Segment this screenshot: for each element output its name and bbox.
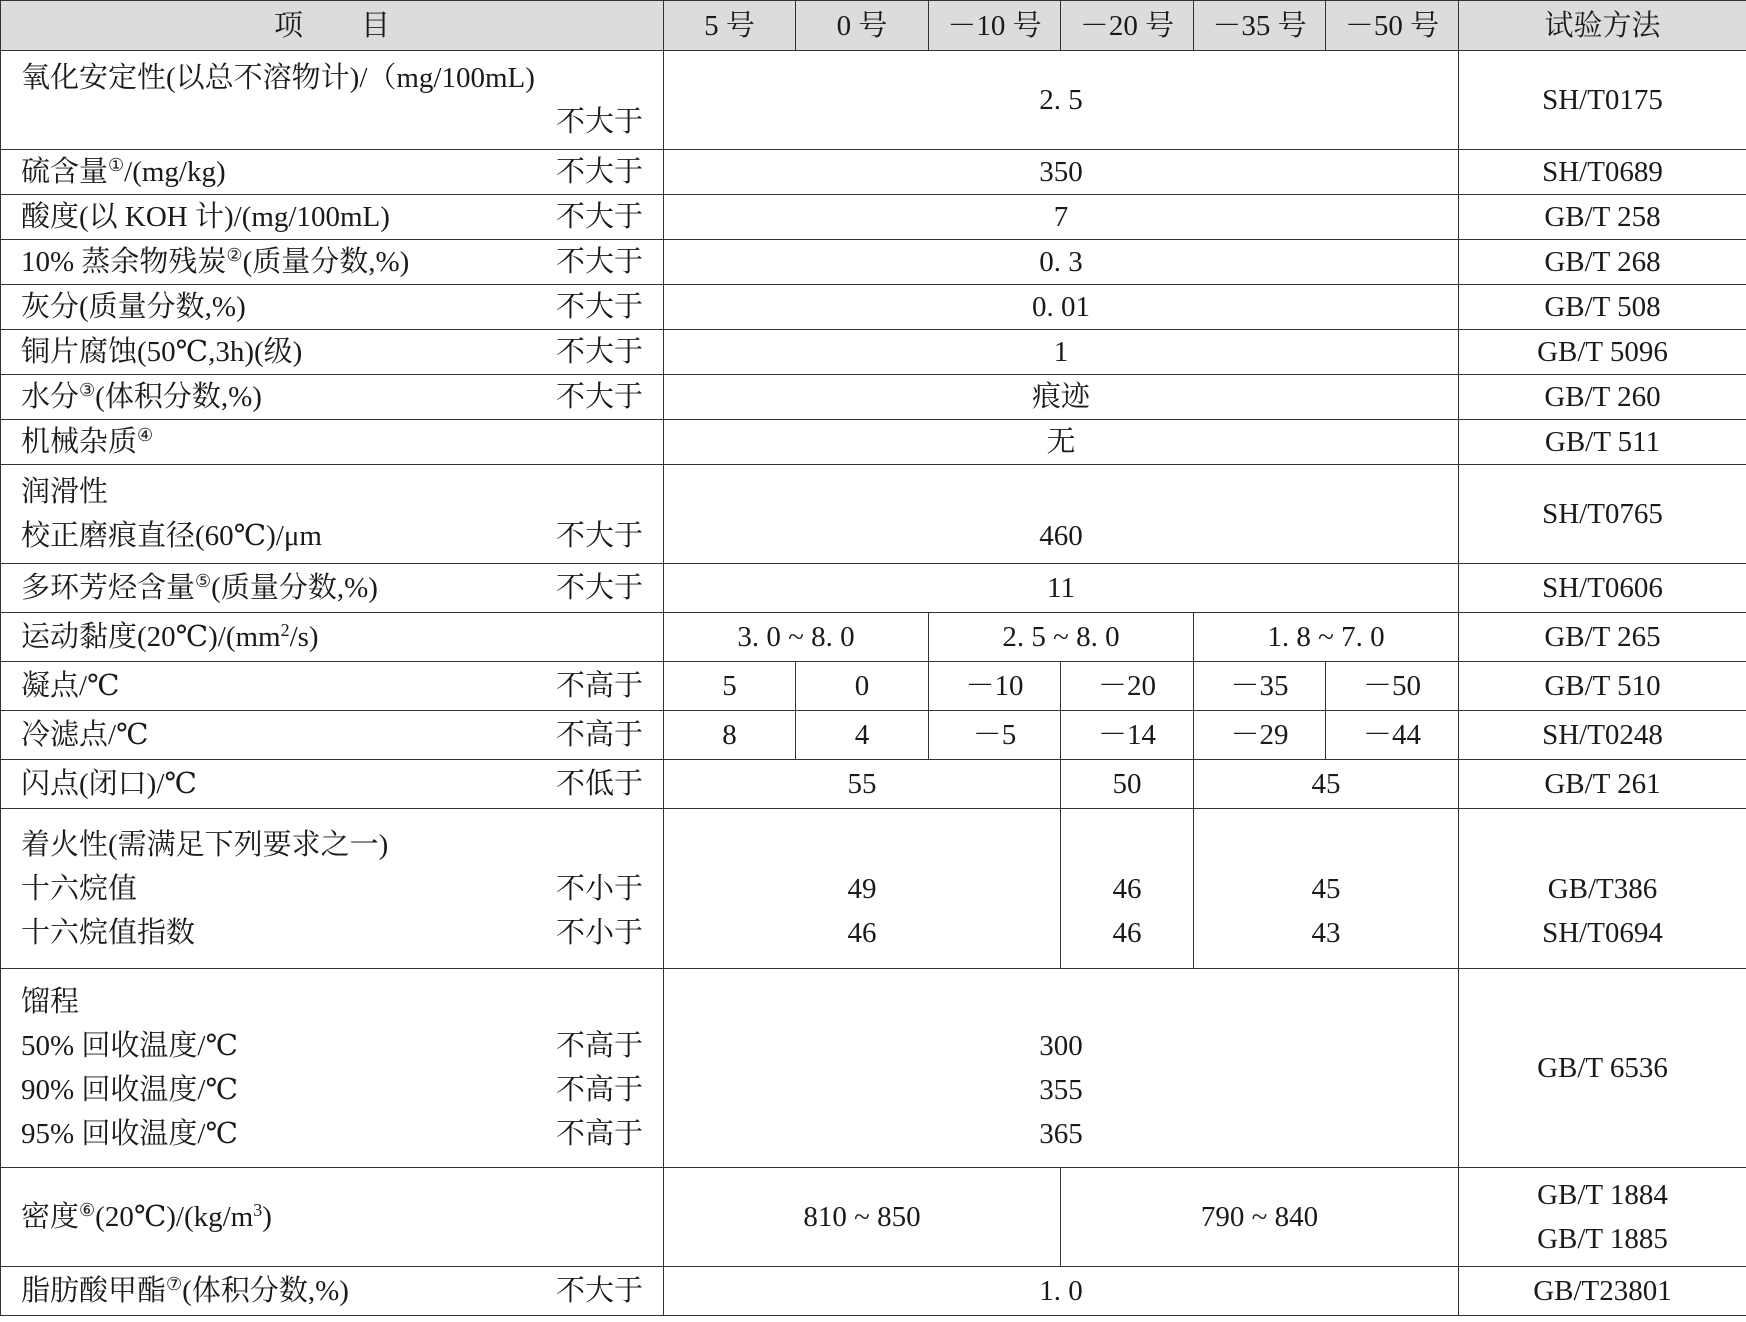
row-value: 11 — [664, 564, 1459, 613]
row-limit: 不高于 — [555, 670, 643, 702]
row-value: 1. 8 ~ 7. 0 — [1194, 613, 1459, 662]
row-method: SH/T0606 — [1459, 564, 1746, 613]
row-unit-tail: ) — [262, 1201, 272, 1233]
row-value: 0. 01 — [664, 285, 1459, 330]
row-method: GB/T 260 — [1459, 375, 1746, 420]
row-limit: 不高于 — [555, 1118, 643, 1150]
superscript: 2 — [280, 620, 290, 640]
row-method: GB/T 510 — [1459, 662, 1746, 711]
row-value: －29 — [1194, 711, 1326, 760]
row-method: SH/T0765 — [1459, 465, 1746, 564]
row-label: 灰分(质量分数,%) — [21, 291, 246, 323]
header-grade-5: 5 号 — [664, 1, 796, 51]
superscript: 3 — [253, 1200, 263, 1220]
table-row — [1, 711, 1746, 760]
row-limit: 不小于 — [555, 916, 643, 949]
footnote-mark: ⑤ — [195, 571, 212, 591]
header-grade-minus20: －20 号 — [1061, 1, 1194, 51]
row-value: －35 — [1194, 662, 1326, 711]
row-limit: 不大于 — [555, 156, 643, 188]
table-row — [1, 613, 1746, 662]
row-value: 45 — [1194, 760, 1459, 809]
header-item: 项 目 — [1, 1, 664, 51]
row-value: 1. 0 — [664, 1267, 1459, 1316]
row-label: 10% 蒸余物残炭 — [21, 246, 227, 278]
row-value: 55 — [664, 760, 1061, 809]
header-row — [1, 1, 1746, 51]
row-label: 凝点/℃ — [21, 670, 120, 702]
row-label: 水分 — [21, 381, 80, 413]
row-value: 50 — [1061, 760, 1194, 809]
table-row — [1, 1168, 1746, 1267]
header-grade-minus50: －50 号 — [1326, 1, 1459, 51]
row-value: －20 — [1061, 662, 1194, 711]
row-value: 460 — [1039, 520, 1083, 552]
row-value: －14 — [1061, 711, 1194, 760]
table-row — [1, 1267, 1746, 1316]
row-value: 46 — [847, 916, 877, 949]
table-row — [1, 150, 1746, 195]
table-row — [1, 760, 1746, 809]
row-method: GB/T23801 — [1459, 1267, 1746, 1316]
footnote-mark: ① — [108, 155, 125, 175]
footnote-mark: ⑦ — [166, 1274, 183, 1294]
row-label: 多环芳烃含量 — [21, 572, 196, 604]
header-grade-minus10: －10 号 — [929, 1, 1061, 51]
table-row — [1, 420, 1746, 465]
row-label: 铜片腐蚀(50℃,3h)(级) — [21, 336, 303, 368]
row-label: 冷滤点/℃ — [21, 719, 149, 751]
table-row — [1, 240, 1746, 285]
row-value: 790 ~ 840 — [1061, 1168, 1459, 1267]
row-sublabel: 50% 回收温度/℃ — [21, 1030, 238, 1062]
row-value: 300 — [1039, 1030, 1083, 1062]
row-unit: /s) — [289, 621, 319, 653]
row-unit: (20℃)/(kg/m — [95, 1201, 254, 1233]
row-limit: 不小于 — [555, 872, 643, 905]
row-value: －10 — [929, 662, 1061, 711]
row-value: 2. 5 ~ 8. 0 — [929, 613, 1194, 662]
row-sublabel: 90% 回收温度/℃ — [21, 1074, 238, 1106]
row-value: 4 — [796, 711, 929, 760]
row-limit: 不大于 — [555, 520, 643, 552]
row-value: 0. 3 — [664, 240, 1459, 285]
row-value: 0 — [796, 662, 929, 711]
row-label: 酸度(以 KOH 计)/(mg/100mL) — [21, 201, 390, 233]
row-method: GB/T 261 — [1459, 760, 1746, 809]
table-row — [1, 375, 1746, 420]
table-row — [1, 465, 1746, 564]
row-label: 馏程 — [21, 986, 80, 1018]
header-grade-0: 0 号 — [796, 1, 929, 51]
row-limit: 不低于 — [555, 768, 643, 800]
row-sublabel: 95% 回收温度/℃ — [21, 1118, 238, 1150]
row-method: GB/T 511 — [1459, 420, 1746, 465]
row-method: SH/T0248 — [1459, 711, 1746, 760]
row-label: 氧化安定性(以总不溶物计)/（mg/100mL) — [21, 62, 535, 94]
row-limit: 不高于 — [555, 1030, 643, 1062]
footnote-mark: ② — [226, 245, 243, 265]
row-value: 8 — [664, 711, 796, 760]
row-unit: (质量分数,%) — [211, 572, 378, 604]
row-sublabel: 十六烷值 — [21, 872, 138, 905]
row-value: 5 — [664, 662, 796, 711]
footnote-mark: ⑥ — [79, 1200, 96, 1220]
table-row — [1, 969, 1746, 1168]
header-test-method: 试验方法 — [1459, 1, 1746, 51]
row-value: 365 — [1039, 1118, 1083, 1150]
row-method: SH/T0689 — [1459, 150, 1746, 195]
row-label: 着火性(需满足下列要求之一) — [21, 828, 389, 861]
row-value: 43 — [1311, 916, 1341, 949]
row-unit: (体积分数,%) — [95, 381, 262, 413]
row-unit: (质量分数,%) — [242, 246, 410, 278]
row-limit: 不大于 — [555, 381, 643, 413]
row-value: －44 — [1326, 711, 1459, 760]
row-value: 45 — [1311, 872, 1341, 905]
row-method: SH/T0175 — [1459, 51, 1746, 150]
row-method: GB/T 268 — [1459, 240, 1746, 285]
row-method: GB/T 508 — [1459, 285, 1746, 330]
header-grade-minus35: －35 号 — [1194, 1, 1326, 51]
row-method: SH/T0694 — [1542, 916, 1663, 949]
row-limit: 不大于 — [555, 336, 643, 368]
row-sublabel: 校正磨痕直径(60℃)/μm — [21, 520, 322, 552]
row-value: 46 — [1112, 872, 1142, 905]
row-method: GB/T 258 — [1459, 195, 1746, 240]
row-limit: 不高于 — [555, 1074, 643, 1106]
row-method: GB/T 5096 — [1459, 330, 1746, 375]
row-value: 3. 0 ~ 8. 0 — [664, 613, 929, 662]
row-value: 痕迹 — [664, 375, 1459, 420]
row-value: 无 — [664, 420, 1459, 465]
row-limit: 不大于 — [555, 201, 643, 233]
row-label: 脂肪酸甲酯 — [21, 1275, 167, 1307]
table-row — [1, 330, 1746, 375]
row-method: GB/T 1885 — [1537, 1223, 1668, 1255]
table-row — [1, 564, 1746, 613]
table-row — [1, 195, 1746, 240]
row-label: 密度 — [21, 1201, 80, 1233]
row-method: GB/T 1884 — [1537, 1179, 1668, 1211]
row-method: GB/T 265 — [1459, 613, 1746, 662]
row-value: 49 — [847, 872, 877, 905]
row-label: 硫含量 — [21, 156, 109, 188]
row-limit: 不高于 — [555, 719, 643, 751]
row-limit: 不大于 — [555, 291, 643, 323]
row-value: －5 — [929, 711, 1061, 760]
row-method: GB/T386 — [1547, 872, 1658, 905]
row-value: －50 — [1326, 662, 1459, 711]
row-label: 运动黏度(20℃)/(mm — [21, 621, 281, 653]
table-row — [1, 662, 1746, 711]
footnote-mark: ④ — [137, 425, 154, 445]
row-limit: 不大于 — [555, 1275, 643, 1307]
row-label: 闪点(闭口)/℃ — [21, 768, 197, 800]
row-limit: 不大于 — [555, 106, 643, 138]
row-value: 2. 5 — [664, 51, 1459, 150]
table-row — [1, 285, 1746, 330]
row-sublabel: 十六烷值指数 — [21, 916, 196, 949]
row-value: 355 — [1039, 1074, 1083, 1106]
row-label: 润滑性 — [21, 476, 109, 508]
row-value: 350 — [664, 150, 1459, 195]
table-row — [1, 809, 1746, 969]
row-value: 7 — [664, 195, 1459, 240]
row-value: 1 — [664, 330, 1459, 375]
row-unit: /(mg/kg) — [124, 156, 226, 188]
row-label: 机械杂质 — [21, 426, 138, 458]
row-method: GB/T 6536 — [1459, 969, 1746, 1168]
footnote-mark: ③ — [79, 380, 96, 400]
table-row — [1, 51, 1746, 150]
row-limit: 不大于 — [555, 246, 643, 278]
row-value: 46 — [1112, 916, 1142, 949]
row-value: 810 ~ 850 — [664, 1168, 1061, 1267]
row-unit: (体积分数,%) — [182, 1275, 349, 1307]
row-limit: 不大于 — [555, 572, 643, 604]
